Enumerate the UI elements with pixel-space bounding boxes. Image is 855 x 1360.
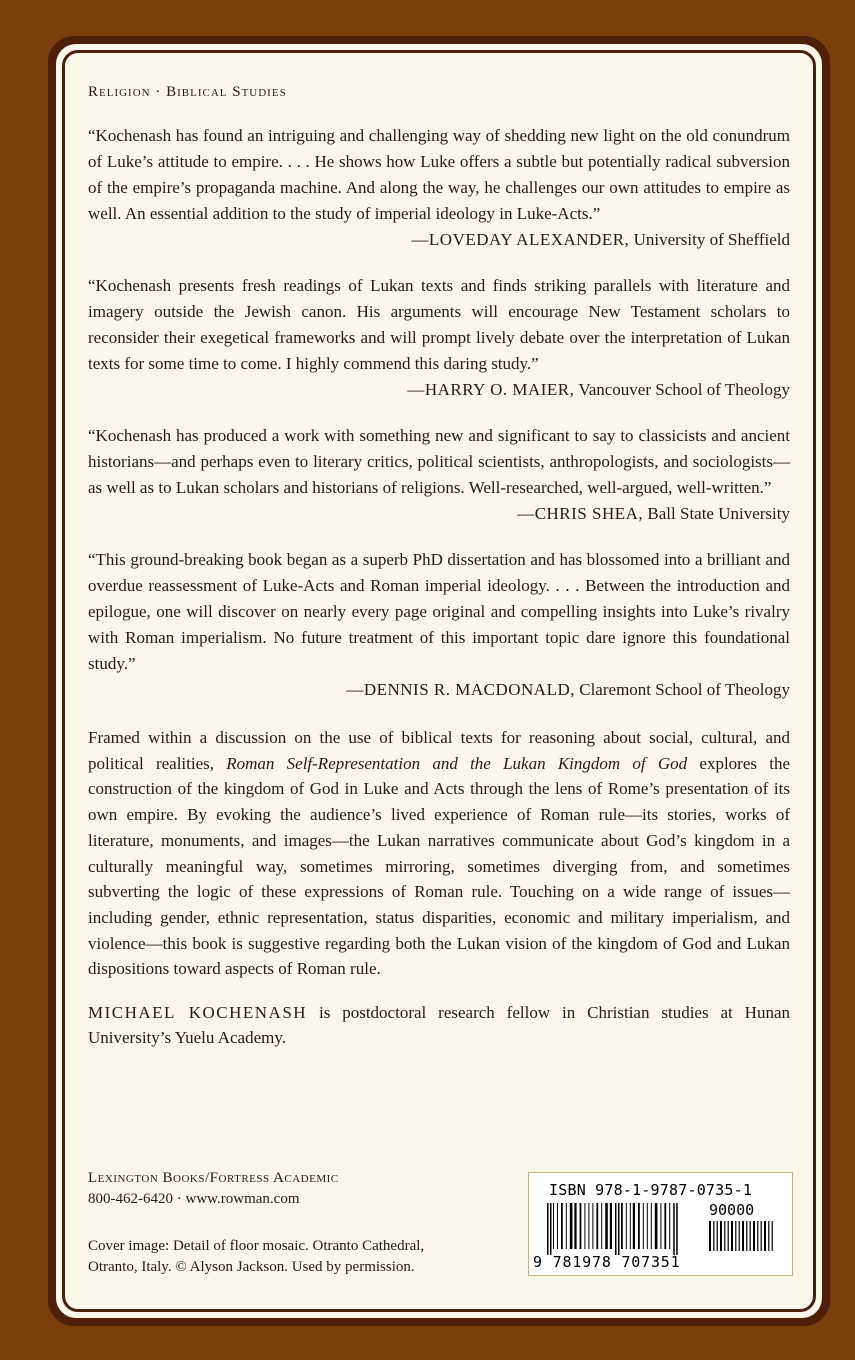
barcode-bar <box>557 1203 558 1249</box>
endorsement <box>88 123 790 253</box>
endorsement <box>88 547 790 703</box>
barcode-bar <box>638 1203 640 1249</box>
barcode-bar <box>570 1203 573 1249</box>
barcode-bar <box>720 1221 722 1251</box>
author-name: MICHAEL KOCHENASH <box>88 1003 308 1023</box>
publisher-name: Lexington Books/Fortress Academic <box>88 1170 339 1186</box>
book-description <box>88 725 790 982</box>
barcode-bar <box>584 1203 585 1249</box>
endorser-name: —LOVEDAY ALEXANDER, <box>411 230 630 249</box>
barcode-bar <box>647 1203 648 1249</box>
barcode-bar <box>580 1203 582 1249</box>
endorser-affiliation: University of Sheffield <box>629 230 790 249</box>
barcode-bar <box>566 1203 567 1249</box>
endorsement-quote: “This ground-breaking book began as a superb PhD dissertation and has blossomed into a brilliant and overdue reassessment of Luke-Acts and Roman imperial ideology. . . . Between the introduction and epilogue, one will discover on nearly every page original and compelling insights into Luke’s rivalry with Roman imperialism. No future treatment of this important topic dare ignore this foundational study.” <box>88 550 790 673</box>
barcode-bar <box>772 1221 773 1251</box>
barcode-bar <box>626 1203 627 1249</box>
barcode-bar <box>724 1221 725 1251</box>
barcode-bar <box>676 1203 678 1255</box>
barcode-bar <box>618 1203 620 1255</box>
endorser-name: —HARRY O. MAIER, <box>407 380 575 399</box>
description-text: Framed within a discussion on the use of biblical texts for reasoning about social, cultural, and political realities, <box>88 728 790 773</box>
barcode-bar <box>561 1203 563 1249</box>
barcode-bar <box>660 1203 661 1249</box>
barcode-bar <box>547 1203 549 1255</box>
description-text: explores the construction of the kingdom of God in Luke and Acts through the lens of Rome’s presentation of its own empire. By evoking the audience’s lived experience of Roman rule—its stories, works of literature, monuments, and images—the Lukan narratives communicate about God’s kingdom in a culturally meaningful way, sometimes mirroring, sometimes diverging from, and sometimes subverting the logic of these expressions of Roman rule. Touching on a wide range of issues—including gender, ethnic representation, status disparities, economic and military imperialism, and violence—this book is suggestive regarding both the Lukan vision of the kingdom of God and Lukan dispositions toward aspects of Roman rule. <box>88 753 790 979</box>
barcode-bar <box>621 1203 623 1249</box>
barcode-bar <box>633 1203 635 1249</box>
endorsement-attribution <box>88 677 790 703</box>
barcode-bar <box>574 1203 576 1249</box>
barcode-bar <box>739 1221 740 1251</box>
subject-category: Religion · Biblical Studies <box>88 84 287 100</box>
barcode-bar <box>753 1221 755 1251</box>
barcode-bar <box>651 1203 652 1249</box>
endorsement-quote: “Kochenash has found an intriguing and challenging way of shedding new light on the old conundrum of Luke’s attitude to empire. . . . He shows how Luke offers a subtle but potentially radical subversion of the empire’s propaganda machine. And along the way, he challenges our own attitudes to empire as well. An essential addition to the study of imperial ideology in Luke-Acts.” <box>88 126 790 223</box>
cover-image-credit: Cover image: Detail of floor mosaic. Otranto Cathedral, Otranto, Italy. © Alyson Jackson. Used by permission. <box>88 1238 425 1275</box>
barcode-bar <box>610 1203 612 1249</box>
barcode-bar <box>735 1221 736 1251</box>
barcode-bar <box>630 1203 631 1249</box>
book-title: Roman Self-Representation and the Lukan Kingdom of God <box>226 753 688 773</box>
isbn-text: ISBN 978-1-9787-0735-1 <box>549 1181 753 1199</box>
barcode-bar <box>768 1221 769 1251</box>
barcode-bar <box>596 1203 598 1249</box>
publisher-contact: 800-462-6420 · www.rowman.com <box>88 1191 300 1207</box>
barcode-bar <box>655 1203 658 1249</box>
barcode-bar <box>750 1221 751 1251</box>
barcode-bar <box>761 1221 762 1251</box>
barcode-bar <box>605 1203 608 1249</box>
barcode-bar <box>717 1221 718 1251</box>
endorsement <box>88 273 790 403</box>
endorser-name: —CHRIS SHEA, <box>517 504 644 523</box>
endorser-affiliation: Ball State University <box>643 504 790 523</box>
back-cover-content <box>88 84 790 1050</box>
barcode-bar <box>643 1203 644 1249</box>
endorser-affiliation: Claremont School of Theology <box>575 680 790 699</box>
endorsement-quote: “Kochenash has produced a work with something new and significant to say to classicists and ancient historians—and perhaps even to literary critics, political scientists, anthropologists, and sociologists—as well as to Lukan scholars and historians of religions. Well-researched, well-argued, well-written.” <box>88 426 790 497</box>
barcode-bar <box>669 1203 670 1249</box>
barcode-bar <box>709 1221 711 1251</box>
barcode-bar <box>757 1221 758 1251</box>
barcode-bar <box>673 1203 675 1255</box>
author-bio <box>88 1000 790 1050</box>
barcode-bar <box>592 1203 593 1249</box>
barcode-bar <box>746 1221 747 1251</box>
barcode-bar <box>615 1203 617 1255</box>
endorsement-attribution <box>88 501 790 527</box>
publisher-info <box>88 1168 339 1210</box>
barcode-bar <box>713 1221 714 1251</box>
barcode-bar <box>588 1203 589 1249</box>
endorser-affiliation: Vancouver School of Theology <box>574 380 790 399</box>
barcode-bar <box>764 1221 766 1251</box>
barcode-bar <box>664 1203 666 1249</box>
ean-digits: 9 781978 707351 <box>533 1253 681 1271</box>
author-bio-text: is postdoctoral research fellow in Christian studies at Hunan University’s Yuelu Academy. <box>88 1003 790 1048</box>
barcode-bar <box>728 1221 729 1251</box>
isbn-barcode <box>528 1172 793 1276</box>
endorser-name: —DENNIS R. MACDONALD, <box>346 680 575 699</box>
price-code: 90000 <box>709 1201 755 1219</box>
endorsement-attribution <box>88 377 790 403</box>
endorsement-quote: “Kochenash presents fresh readings of Lukan texts and finds striking parallels with literature and imagery outside the Jewish canon. His arguments will encourage New Testament scholars to reconsider their exegetical frameworks and will prompt lively debate over the interpretation of Lukan texts for some time to come. I highly commend this daring study.” <box>88 276 790 373</box>
barcode-bar <box>731 1221 733 1251</box>
barcode-bar <box>553 1203 554 1249</box>
barcode-bar <box>550 1203 552 1255</box>
barcode-bar <box>601 1203 602 1249</box>
endorsement <box>88 423 790 527</box>
barcode-bar <box>742 1221 744 1251</box>
endorsement-attribution <box>88 227 790 253</box>
